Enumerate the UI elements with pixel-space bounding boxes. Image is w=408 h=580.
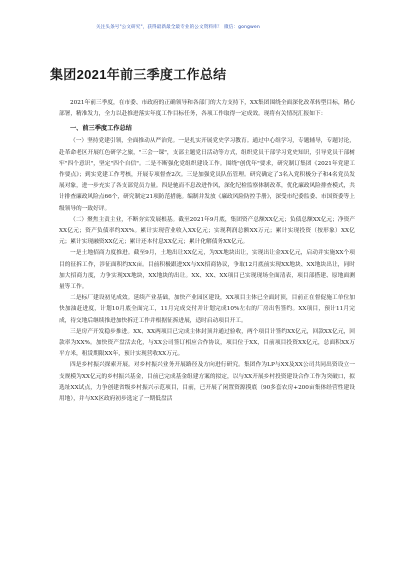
promo-banner[interactable]: 关注头条号"公文研究"，获得最新最全最专业的公文资料库！ 微信：gongwen [96, 25, 260, 30]
body-paragraph: 四是乡村振兴探索开展。对乡村振兴业务开展路径及方向进行研究。集团作为LP与XX及XX公司共同出资设立一支规模为XX亿元的乡村振兴基金，目前已完成基金组建方案的拟定，以与XX开展乡村投资建设合作工作为突破口，拟选址XX试点，力争创建省级乡村振兴示范项目，目前，已开展了闲置资源摸底（90多套农房+200亩集体经营性建设用地），并与XX区政府初步选定了一期低盘活 [59, 362, 355, 403]
body-paragraph: 二是标厂建设初见成效。延续产业基础，加快产业园区建设，XX项目主体已全面封顶，目前正在督促施工单位加快加油赶进度，计划10月底全面完工，11月完成交付并计划完成10%左右的厂房出售签约。XX项目，预计11月完成，待交地后继续推进加快拆迁工作并根据征拆进展，适时启动项目开工。 [59, 295, 355, 324]
body-paragraph: （一）坚持党建引领，全面推动从严治党。一是扎实开展党史学习教育。通过中心组学习，专题辅导，专题讨论，赴革命老区开展红色研学之旅，"三会一课"，支部主题党日活动等方式，组织党员干部学习党史知识，引导党员干部树牢"四个意识"，坚定"四个自信"。二是不断强化党组织建设工作。围绕"创优年"要求，研究制订集团《2021年党建工作要点》；到实党建工作考核，开展专项督查2次。三是加强党员队伍管理。研究确定了3名入党积极分子和4名党员发展对象，进一步充实了各支部党员力量。四是驰而不息改进作风，深化纪检监察体制改革，优化廉政风险排查模式，共计排查廉政风险点66个，研究制定21项防范措施。编制并发放《廉政风险防控手册》，深受市纪委监委、市国资委等上级领导的一致好评。 [59, 138, 355, 212]
body-paragraph: （二）聚焦主责主业，不断夯实发展根基。截至2021年9月底，集团资产总额XX亿元；负债总额XX亿元；净资产XX亿元；资产负债率约XX%。累计实现营业收入XX亿元；实现利润总额XX万元；累计实现投资（按形象）XX亿元；累计实现融资XX亿元；累计还本付息XX亿元；累计化解债务XX亿元。 [59, 216, 355, 246]
document-title: 集团2021年前三季度工作总结 [50, 67, 227, 82]
document-body [59, 98, 355, 405]
intro-paragraph: 2021年前三季度，在市委、市政府的正确领导和各部门的大力支持下，XX集团围绕全面深化改革转型目标，精心部署，精准发力，全力以赴推进落实年度工作目标任务，各项工作取得一定成效。现将有关情况汇报如下： [59, 100, 355, 118]
section-heading: 一、前三季度工作总结 [70, 125, 132, 133]
body-paragraph: 一是土地招商力度推进。截至9月，土地出让XX亿元，为XX地块出让，实现出让金XX亿元，启动并实施XX个项目的征拆工作，涉征面积约XX亩。目前积极跟进XX与XX招商协议，争取12月底前实现XX地块、XX地块出让，同时加大招商力度，力争实现XX地块，XX地块的出让。XX、XX、XX项目已实现现场全面清表，项目部搭建、原地面测量等工作。 [59, 250, 355, 291]
body-paragraph: 三是房产开发稳步推进。XX、XX两项目已完成主体封顶并通过验收，两个项目计签约XX亿元，回款XX亿元，回款率为XX%。加快资产盘活去化，与XX公司签订相应合作协议，项目位于XX，目前项目投资XX亿元，总面积XX万平方米，租赁期限XX年，预计实现营收XX万元。 [59, 328, 355, 358]
